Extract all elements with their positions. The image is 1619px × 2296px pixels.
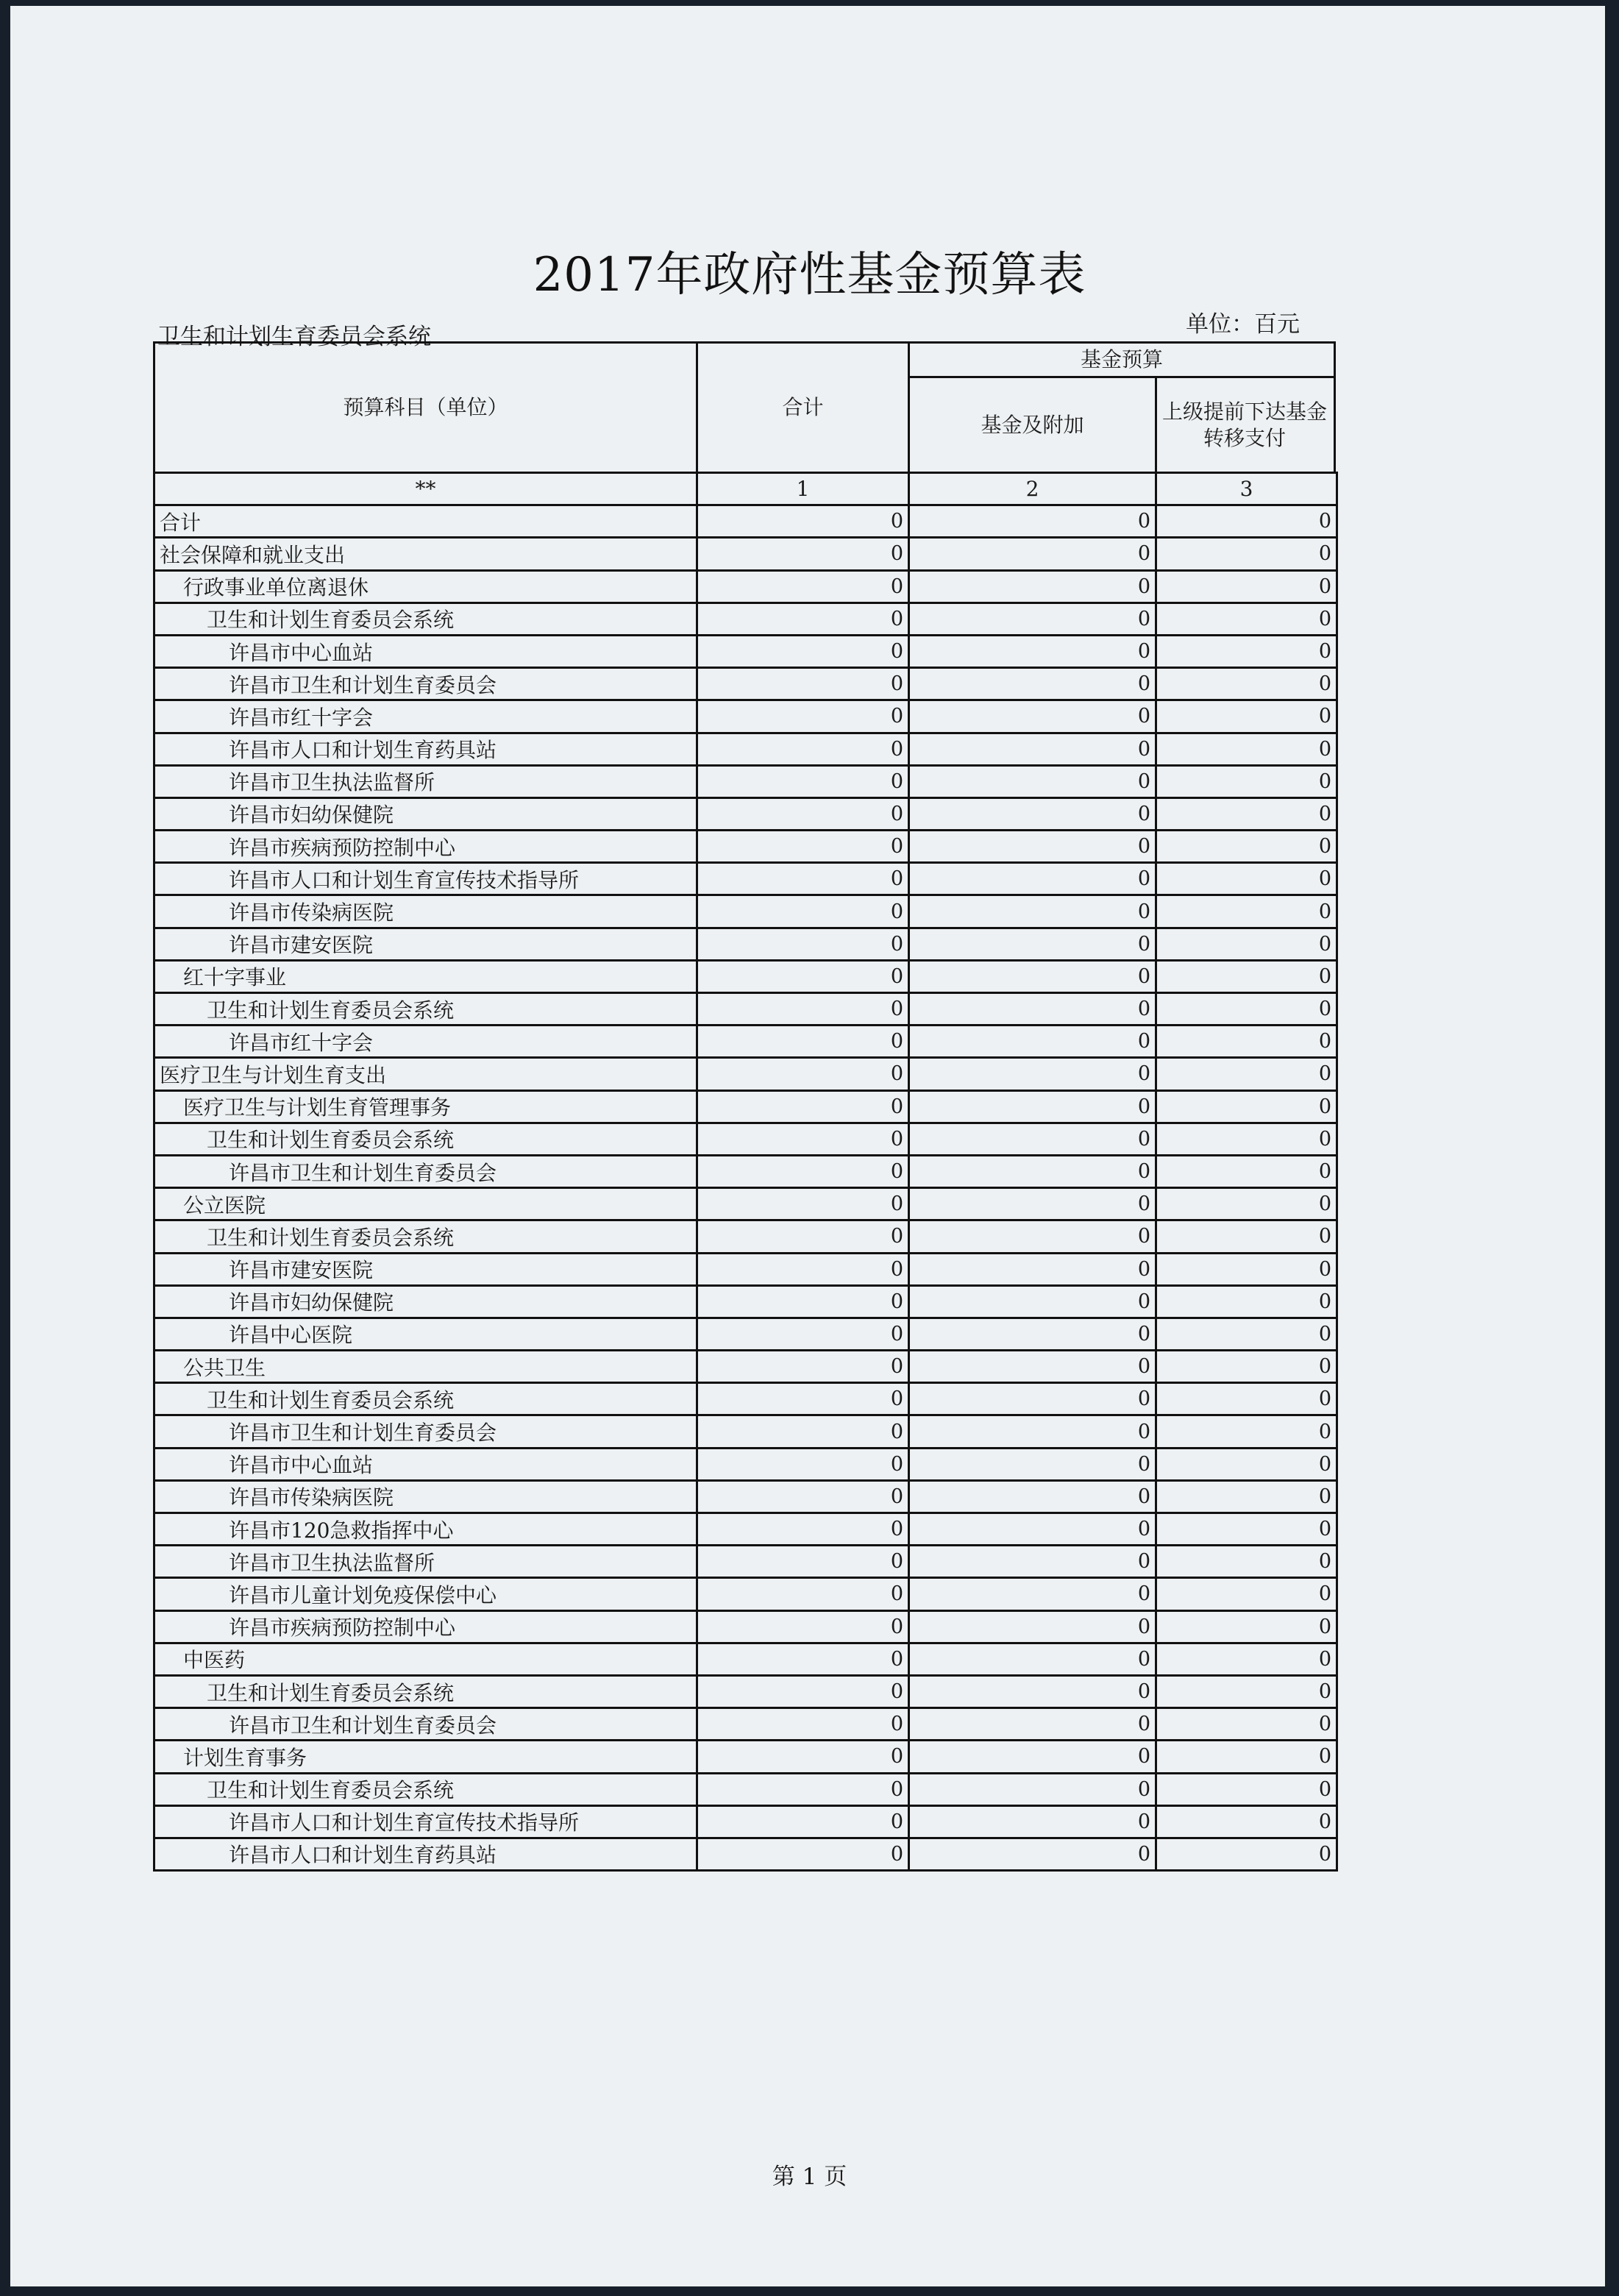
row-name: 许昌市人口和计划生育宣传技术指导所: [154, 863, 697, 895]
row-name: 许昌市红十字会: [154, 700, 697, 733]
row-name: 许昌市传染病医院: [154, 1480, 697, 1513]
row-transfer: 0: [1156, 1448, 1337, 1480]
row-name: 许昌市人口和计划生育宣传技术指导所: [154, 1805, 697, 1838]
row-transfer: 0: [1156, 765, 1337, 797]
table-row: [154, 1026, 1337, 1058]
row-name: 计划生育事务: [154, 1741, 697, 1773]
table-row: [154, 1675, 1337, 1707]
table-row: [154, 1220, 1337, 1253]
table-header: [153, 341, 1336, 474]
row-name: 许昌市120急救指挥中心: [154, 1513, 697, 1546]
header-col-name: 预算科目（单位）: [343, 395, 508, 419]
row-total: 0: [697, 733, 909, 765]
row-fund: 0: [909, 1708, 1156, 1741]
row-fund: 0: [909, 1773, 1156, 1805]
row-total: 0: [697, 1220, 909, 1253]
row-transfer: 0: [1156, 1058, 1337, 1090]
row-transfer: 0: [1156, 1285, 1337, 1318]
row-transfer: 0: [1156, 928, 1337, 960]
row-total: 0: [697, 668, 909, 700]
row-total: 0: [697, 1838, 909, 1870]
row-name: 行政事业单位离退休: [154, 570, 697, 603]
table-row: [154, 1090, 1337, 1123]
row-fund: 0: [909, 1546, 1156, 1578]
row-transfer: 0: [1156, 733, 1337, 765]
row-fund: 0: [909, 1155, 1156, 1187]
row-name: 许昌市人口和计划生育药具站: [154, 733, 697, 765]
row-name: 许昌市卫生和计划生育委员会: [154, 1415, 697, 1448]
table-row: [154, 993, 1337, 1026]
row-name: 公共卫生: [154, 1351, 697, 1383]
row-total: 0: [697, 831, 909, 863]
row-transfer: 0: [1156, 1318, 1337, 1350]
row-total: 0: [697, 1675, 909, 1707]
row-total: 0: [697, 1773, 909, 1805]
row-fund: 0: [909, 1448, 1156, 1480]
row-transfer: 0: [1156, 1708, 1337, 1741]
index-cell: 2: [909, 473, 1156, 505]
row-total: 0: [697, 1026, 909, 1058]
row-name: 公立医院: [154, 1188, 697, 1220]
row-fund: 0: [909, 1253, 1156, 1285]
row-transfer: 0: [1156, 1480, 1337, 1513]
table-row: [154, 1838, 1337, 1870]
table-row: [154, 1123, 1337, 1155]
row-fund: 0: [909, 797, 1156, 830]
row-name: 卫生和计划生育委员会系统: [154, 1123, 697, 1155]
table-row: [154, 1708, 1337, 1741]
row-total: 0: [697, 1546, 909, 1578]
row-transfer: 0: [1156, 1123, 1337, 1155]
index-cell: 3: [1156, 473, 1337, 505]
row-fund: 0: [909, 993, 1156, 1026]
row-fund: 0: [909, 1351, 1156, 1383]
table-row: [154, 1741, 1337, 1773]
row-total: 0: [697, 1513, 909, 1546]
row-total: 0: [697, 1708, 909, 1741]
row-transfer: 0: [1156, 1610, 1337, 1643]
row-total: 0: [697, 1480, 909, 1513]
row-transfer: 0: [1156, 1253, 1337, 1285]
row-total: 0: [697, 1285, 909, 1318]
row-name: 许昌市建安医院: [154, 928, 697, 960]
table-row: [154, 700, 1337, 733]
row-total: 0: [697, 1253, 909, 1285]
row-fund: 0: [909, 1675, 1156, 1707]
table-row: [154, 1513, 1337, 1546]
row-transfer: 0: [1156, 863, 1337, 895]
row-name: 许昌市卫生和计划生育委员会: [154, 668, 697, 700]
table-row: [154, 668, 1337, 700]
row-transfer: 0: [1156, 1188, 1337, 1220]
row-name: 中医药: [154, 1643, 697, 1675]
page-number: 第 1 页: [772, 2164, 847, 2190]
row-total: 0: [697, 538, 909, 570]
table-row: [154, 538, 1337, 570]
row-fund: 0: [909, 700, 1156, 733]
row-fund: 0: [909, 960, 1156, 992]
row-total: 0: [697, 1578, 909, 1610]
table-row: [154, 831, 1337, 863]
table-row: [154, 1155, 1337, 1187]
row-fund: 0: [909, 1220, 1156, 1253]
row-transfer: 0: [1156, 1643, 1337, 1675]
row-fund: 0: [909, 505, 1156, 538]
row-name: 红十字事业: [154, 960, 697, 992]
table-row: [154, 895, 1337, 928]
row-transfer: 0: [1156, 570, 1337, 603]
row-transfer: 0: [1156, 635, 1337, 667]
row-transfer: 0: [1156, 895, 1337, 928]
row-name: 许昌市卫生执法监督所: [154, 1546, 697, 1578]
document-title: 2017年政府性基金预算表: [533, 248, 1086, 302]
row-fund: 0: [909, 1188, 1156, 1220]
row-transfer: 0: [1156, 1773, 1337, 1805]
row-fund: 0: [909, 1578, 1156, 1610]
row-transfer: 0: [1156, 538, 1337, 570]
row-fund: 0: [909, 1643, 1156, 1675]
table-row: [154, 960, 1337, 992]
row-name: 许昌市儿童计划免疫保偿中心: [154, 1578, 697, 1610]
row-transfer: 0: [1156, 797, 1337, 830]
table-row: [154, 635, 1337, 667]
row-name: 卫生和计划生育委员会系统: [154, 1773, 697, 1805]
row-transfer: 0: [1156, 1351, 1337, 1383]
row-total: 0: [697, 1610, 909, 1643]
row-transfer: 0: [1156, 960, 1337, 992]
row-transfer: 0: [1156, 700, 1337, 733]
table-row: [154, 1285, 1337, 1318]
table-row: [154, 1058, 1337, 1090]
row-total: 0: [697, 1415, 909, 1448]
row-name: 卫生和计划生育委员会系统: [154, 993, 697, 1026]
row-total: 0: [697, 505, 909, 538]
row-transfer: 0: [1156, 668, 1337, 700]
row-fund: 0: [909, 1285, 1156, 1318]
row-transfer: 0: [1156, 1675, 1337, 1707]
header-col-transfer: 上级提前下达基金转移支付: [1161, 399, 1327, 450]
row-transfer: 0: [1156, 1090, 1337, 1123]
row-name: 许昌市传染病医院: [154, 895, 697, 928]
row-fund: 0: [909, 1026, 1156, 1058]
row-name: 许昌市疾病预防控制中心: [154, 1610, 697, 1643]
row-fund: 0: [909, 863, 1156, 895]
row-transfer: 0: [1156, 1513, 1337, 1546]
row-fund: 0: [909, 635, 1156, 667]
table-row: [154, 570, 1337, 603]
row-transfer: 0: [1156, 1805, 1337, 1838]
row-fund: 0: [909, 603, 1156, 635]
row-fund: 0: [909, 1610, 1156, 1643]
table-row: [154, 765, 1337, 797]
row-total: 0: [697, 895, 909, 928]
row-total: 0: [697, 570, 909, 603]
unit-label: 单位：百元: [1186, 311, 1300, 338]
row-name: 许昌市卫生和计划生育委员会: [154, 1708, 697, 1741]
row-fund: 0: [909, 831, 1156, 863]
row-name: 许昌市建安医院: [154, 1253, 697, 1285]
row-name: 许昌市卫生和计划生育委员会: [154, 1155, 697, 1187]
row-fund: 0: [909, 1090, 1156, 1123]
row-fund: 0: [909, 1480, 1156, 1513]
header-group-fund-budget: 基金预算: [1080, 347, 1163, 372]
row-total: 0: [697, 960, 909, 992]
row-fund: 0: [909, 1123, 1156, 1155]
row-fund: 0: [909, 1741, 1156, 1773]
row-transfer: 0: [1156, 993, 1337, 1026]
row-fund: 0: [909, 538, 1156, 570]
row-total: 0: [697, 1805, 909, 1838]
row-total: 0: [697, 1383, 909, 1415]
header-col-fund: 基金及附加: [981, 412, 1084, 437]
row-total: 0: [697, 765, 909, 797]
table-row: [154, 863, 1337, 895]
row-transfer: 0: [1156, 1220, 1337, 1253]
row-fund: 0: [909, 1415, 1156, 1448]
table-row: [154, 1383, 1337, 1415]
row-transfer: 0: [1156, 1415, 1337, 1448]
budget-table-body: [154, 473, 1337, 1871]
table-row: [154, 1805, 1337, 1838]
row-fund: 0: [909, 733, 1156, 765]
table-row: [154, 1188, 1337, 1220]
row-name: 卫生和计划生育委员会系统: [154, 1220, 697, 1253]
row-fund: 0: [909, 1318, 1156, 1350]
row-fund: 0: [909, 1805, 1156, 1838]
row-fund: 0: [909, 928, 1156, 960]
row-name: 许昌市人口和计划生育药具站: [154, 1838, 697, 1870]
row-transfer: 0: [1156, 1026, 1337, 1058]
row-name: 医疗卫生与计划生育管理事务: [154, 1090, 697, 1123]
row-name: 许昌市红十字会: [154, 1026, 697, 1058]
row-total: 0: [697, 1058, 909, 1090]
table-row: [154, 505, 1337, 538]
row-total: 0: [697, 1155, 909, 1187]
index-cell: **: [154, 473, 697, 505]
table-row: [154, 928, 1337, 960]
row-name: 卫生和计划生育委员会系统: [154, 1383, 697, 1415]
row-total: 0: [697, 1123, 909, 1155]
row-total: 0: [697, 1351, 909, 1383]
row-total: 0: [697, 863, 909, 895]
row-fund: 0: [909, 895, 1156, 928]
row-name: 社会保障和就业支出: [154, 538, 697, 570]
row-total: 0: [697, 1188, 909, 1220]
row-name: 许昌市卫生执法监督所: [154, 765, 697, 797]
row-name: 合计: [154, 505, 697, 538]
row-name: 许昌市妇幼保健院: [154, 797, 697, 830]
row-total: 0: [697, 603, 909, 635]
row-fund: 0: [909, 1838, 1156, 1870]
row-total: 0: [697, 1090, 909, 1123]
row-fund: 0: [909, 1058, 1156, 1090]
row-transfer: 0: [1156, 1838, 1337, 1870]
table-row: [154, 1415, 1337, 1448]
table-row: [154, 1351, 1337, 1383]
table-row: [154, 797, 1337, 830]
row-fund: 0: [909, 570, 1156, 603]
row-fund: 0: [909, 668, 1156, 700]
table-row: [154, 1546, 1337, 1578]
row-transfer: 0: [1156, 1741, 1337, 1773]
row-name: 许昌市中心血站: [154, 1448, 697, 1480]
row-name: 卫生和计划生育委员会系统: [154, 603, 697, 635]
row-total: 0: [697, 928, 909, 960]
table-row: [154, 1448, 1337, 1480]
table-row: [154, 1318, 1337, 1350]
row-name: 卫生和计划生育委员会系统: [154, 1675, 697, 1707]
row-total: 0: [697, 1318, 909, 1350]
row-fund: 0: [909, 765, 1156, 797]
row-name: 许昌市中心血站: [154, 635, 697, 667]
row-transfer: 0: [1156, 1578, 1337, 1610]
table-row: [154, 1773, 1337, 1805]
row-total: 0: [697, 797, 909, 830]
row-fund: 0: [909, 1513, 1156, 1546]
row-name: 许昌中心医院: [154, 1318, 697, 1350]
table-row: [154, 603, 1337, 635]
index-cell: 1: [697, 473, 909, 505]
row-name: 医疗卫生与计划生育支出: [154, 1058, 697, 1090]
table-row: [154, 1643, 1337, 1675]
row-transfer: 0: [1156, 831, 1337, 863]
table-row: [154, 733, 1337, 765]
row-transfer: 0: [1156, 1383, 1337, 1415]
row-transfer: 0: [1156, 505, 1337, 538]
row-fund: 0: [909, 1383, 1156, 1415]
index-row: [154, 473, 1337, 505]
table-row: [154, 1578, 1337, 1610]
row-total: 0: [697, 1741, 909, 1773]
row-total: 0: [697, 1643, 909, 1675]
row-total: 0: [697, 993, 909, 1026]
table-row: [154, 1480, 1337, 1513]
row-total: 0: [697, 1448, 909, 1480]
row-name: 许昌市疾病预防控制中心: [154, 831, 697, 863]
row-name: 许昌市妇幼保健院: [154, 1285, 697, 1318]
table-row: [154, 1253, 1337, 1285]
department-label: 卫生和计划生育委员会系统: [157, 324, 431, 350]
row-total: 0: [697, 700, 909, 733]
table-row: [154, 1610, 1337, 1643]
row-total: 0: [697, 635, 909, 667]
row-transfer: 0: [1156, 1546, 1337, 1578]
row-transfer: 0: [1156, 1155, 1337, 1187]
header-col-total: 合计: [782, 395, 824, 419]
row-transfer: 0: [1156, 603, 1337, 635]
budget-table: [153, 472, 1338, 1872]
